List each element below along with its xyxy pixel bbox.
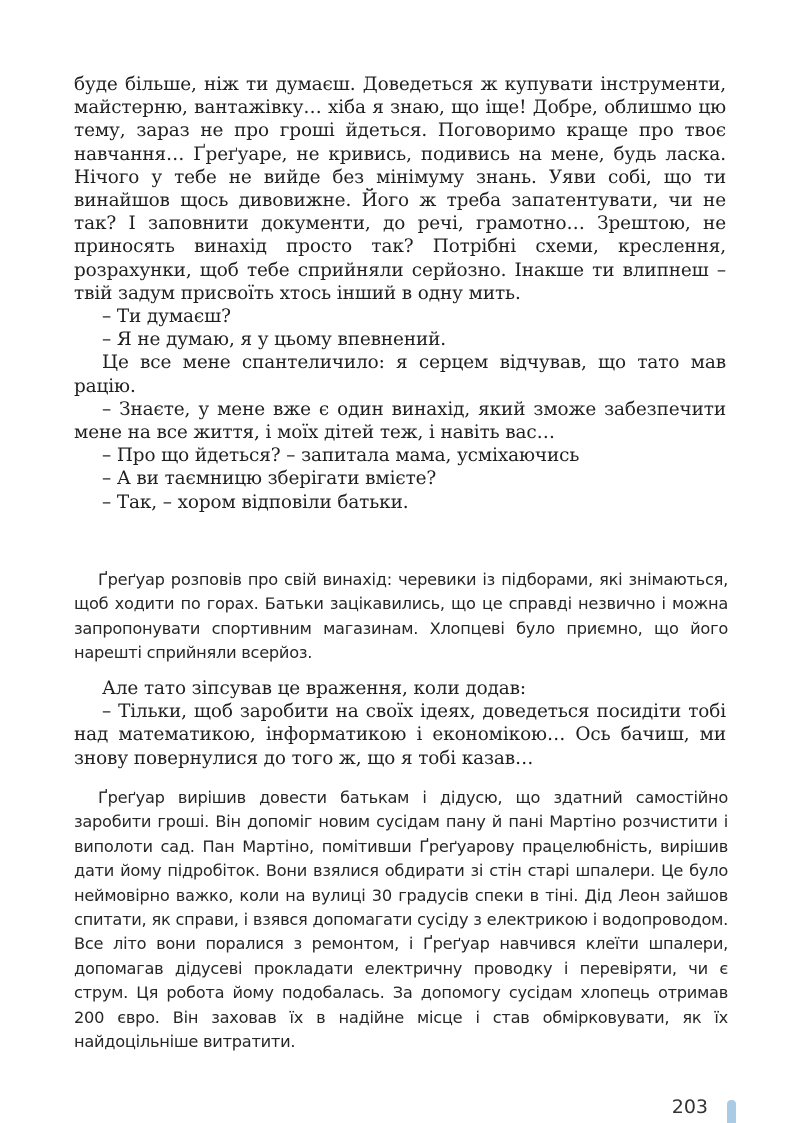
story-text-block xyxy=(74,73,726,514)
dialogue-line: – Про що йдеться? – запитала мама, усміхаючись xyxy=(102,445,580,467)
dialogue-line: – Так, – хором відповіли батьки. xyxy=(102,491,409,513)
story-paragraph: Це все мене спантеличило: я серцем відчував, що тато мав рацію. xyxy=(74,352,726,397)
page-number: 203 xyxy=(671,1096,708,1118)
summary-text-block xyxy=(74,568,728,666)
dialogue-line: – Тільки, щоб заробити на своїх ідеях, доведеться посидіти тобі над математикою, інформатикою і економікою… Ось бачиш, ми знову повернулися до того ж, що я тобі казав… xyxy=(74,701,726,769)
dialogue-line: – Я не думаю, я у цьому впевнений. xyxy=(102,329,447,351)
story-paragraph: Але тато зіпсував це враження, коли додав: xyxy=(102,678,527,699)
story-text-block xyxy=(74,677,726,770)
story-paragraph: буде більше, ніж ти думаєш. Доведеться ж купувати інструменти, майстерню, вантажівку… хіба я знаю, що іще! Добре, облишмо цю тему, зараз не про гроші йдеться. Поговоримо краще про твоє навчання… Ґреґуаре, не кривись, подивись на мене, будь ласка. Нічого у тебе не вийде без мінімуму знань. Уяви собі, що ти винайшов щось дивовижне. Його ж треба запатентувати, чи не так? І заповнити документи, до речі, грамотно… Зрештою, не приносять винахід просто так? Потрібні схеми, креслення, розрахунки, щоб тебе сприйняли серйозно. Інакше ти влипнеш – твій задум присвоїть хтось інший в одну мить. xyxy=(74,74,726,304)
dialogue-line: – Ти думаєш? xyxy=(102,306,231,328)
summary-paragraph: Ґреґуар розповів про свій винахід: черевики із підборами, які знімаються, щоб ходити по горах. Батьки зацікавились, що це справді незвично і можна запропонувати спортивним магазинам. Хлопцеві було приємно, що його нарешті сприйняли всерйоз. xyxy=(74,570,728,663)
page-edge-marker xyxy=(727,1100,736,1123)
dialogue-line: – Знаєте, у мене вже є один винахід, який зможе забезпечити мене на все життя, і моїх дітей теж, і навіть вас… xyxy=(74,398,726,444)
summary-text-block xyxy=(74,786,728,1054)
dialogue-line: – А ви таємницю зберігати вмієте? xyxy=(102,468,437,490)
summary-paragraph: Ґреґуар вирішив довести батькам і дідусю, що здатний самостійно заробити гроші. Він допоміг новим сусідам пану й пані Мартіно розчистити і виполоти сад. Пан Мартіно, помітивши Ґреґуарову працелюбність, вирішив дати йому підробіток. Вони взялися обдирати зі стін старі шпалери. Це було неймовірно важко, коли на вулиці 30 градусів спеки в тіні. Дід Леон зайшов спитати, як справи, і взявся допомагати сусіду з електрикою і водопроводом. Все літо вони поралися з ремонтом, і Ґреґуар навчився клеїти шпалери, допомагав дідусеві прокладати електричну проводку і перевіряти, чи є струм. Ця робота йому подобалась. За допомогу сусідам хлопець отримав 200 євро. Він заховав їх в надійне місце і став обмірковувати, як їх найдоцільніше витратити. xyxy=(74,788,728,1052)
